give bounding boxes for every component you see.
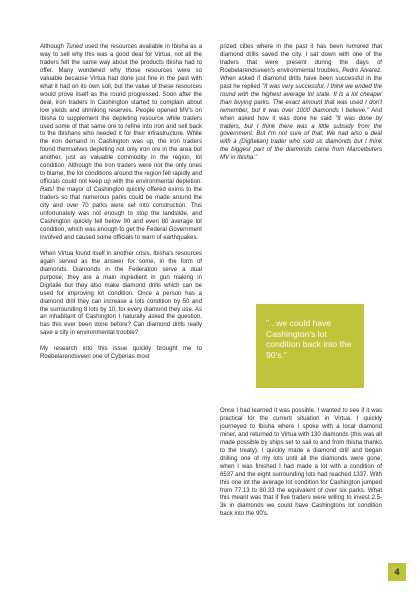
pull-quote-box <box>256 304 364 388</box>
emphasis-text: Pedro Alvarez. <box>342 67 382 74</box>
text-span: the mayor of Cashington quickly offered exims to the traders so that numerous parks could be made around the city and over 70 parks were set into construction. This unfortunately was not enough to stop the landslide, and Cashington quickly fell below 90 and even 80 average lot condition, which was enough to get the Federal Government involved and caused some officials to warn of earthquakes. <box>40 187 202 241</box>
right-paragraph-2: Once I had learned it was possible, I wanted to see if it was practical for the current situation in Virtua. I quickly journeyed to Ibisha where I spoke with a local diamond miner, and returned to Virtua with 130 diamonds (this was all made possible by ships set to sail to and from Ibisha thanks to the treaty). I quickly made a diamond drill and began drilling one of my lots until all the diamonds were gone, when I was finished I had made a lot with a condition of 6537 and the eight surrounding lots had reached 1337. With this one lot the average lot condition for Cashington jumped from 77.13 to 80.33 the equivalent of over six parks. What this meant was that if five traders were willing to invest 2.5-3k in diamonds we could have Cashingtons lot condition back into the 90's. <box>220 408 382 518</box>
left-paragraph-1 <box>40 44 202 243</box>
right-paragraph-1 <box>220 44 382 163</box>
emphasis-text: Rats! <box>40 187 55 194</box>
quote-text: "It was done by traders, but I think there was a little subsidy from the government. But I'm not sure of that. We had also a deal with a (Digitalian) trader who sold us diamonds but I think the biggest part of the diamonds came from Marcelbuters MV in Ibisha." <box>220 115 382 162</box>
pull-quote: "...we could have Cashington's lot condition back into the 90's." <box>266 318 352 360</box>
text-span: And when asked how it was done he said <box>220 107 382 122</box>
left-paragraph-3: My research into this issue quickly brought me to Roebelarendsveen one of Cyberias most <box>40 346 202 361</box>
text-span: When asked if diamond drills have been successful in the past he replied <box>220 75 382 90</box>
right-column-lower <box>220 408 382 527</box>
right-column-upper <box>220 44 382 171</box>
left-column <box>40 44 202 370</box>
quote-text: "It was very successful, I think we ended the round with the highest average lot state. It is a lot cheaper than buying parks. The exact amount that was used I don't remember, but it was over 1000 diamonds I believe." <box>220 83 383 114</box>
page-number: 4 <box>388 563 406 581</box>
emphasis-text: Tuned <box>65 44 83 50</box>
left-paragraph-2: When Virtua found itself in another crisis, Ibisha's resources again served as the answer for some, in the form of diamonds. Diamonds in the Federation serve a dual purpose; they are a main ingredient in gun making in Digitalie but they also make diamond drills which can be used for improving lot condition. Once a person has a diamond drill they can increase a lots condition by 50 and the surrounding 8 lots by 10, for every diamond they use. As an inhabitant of Cashington I naturally asked the question, has this ever been done before? Can diamond drills really save a city in environmental trouble? <box>40 250 202 337</box>
text-span: Although <box>40 44 64 50</box>
text-span: used the resources available in Ibisha as a way to sell why this was a good deal for Virtua, not all the traders felt the same way about the products Ibisha had to offer. Many wondered why those resources were so valuable because Virtua had done just fine in the past with what it had on its own soil, but the value of these resources would prove itself as the round progressed. Soon after the deal, iron traders in Cashington started to complain about low yields and shrinking reserves. People opened MV's on Ibisha to supplement the depleting resource while traders used some of that same ore to refine into iron and sell back to the Ibishans who needed it for their infrastructure. While the iron demand in Cashington was up, the iron traders found themselves depleting not only iron ore in the area but another, just as valuable commodity in the region, lot condition. Although the iron traders were not the only ones to blame, the lot conditions around the region fell rapidly and officials could not keep up with the environmental depletion. <box>40 44 203 186</box>
text-span: prized cities where in the past it has been rumored that diamond drills saved the city. I sat down with one of the traders that were present during the days of Roebelarendsveen's environmental troubles, <box>220 44 382 74</box>
